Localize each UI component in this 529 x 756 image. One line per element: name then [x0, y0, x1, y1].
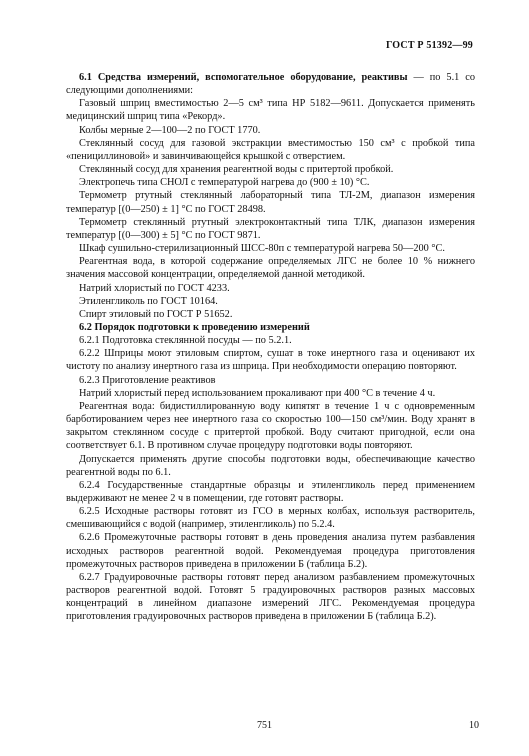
paragraph [66, 479, 475, 505]
paragraph [66, 137, 475, 163]
paragraph [66, 531, 475, 570]
paragraph [66, 255, 475, 281]
paragraph [66, 189, 475, 215]
paragraph-text: 6.2.5 Исходные растворы готовят из ГСО в мерных колбах, используя растворитель, смешивающийся с водой (например, этиленгликоль) по 5.2.4. [66, 506, 475, 531]
paragraph [66, 124, 475, 137]
paragraph-text: Натрий хлористый перед использованием прокаливают при 400 °С в течение 4 ч. [79, 387, 436, 399]
paragraph-text: 6.2.1 Подготовка стеклянной посуды — по 5.2.1. [79, 335, 292, 347]
paragraph [66, 571, 475, 624]
paragraph-text: 6.2.2 Шприцы моют этиловым спиртом, сушат в токе инертного газа и оценивают их чистоту по анализу инертного газа из шприца. При необходимости операцию повторяют. [66, 348, 475, 373]
sheet-number: 751 [257, 720, 272, 731]
paragraph-text: — по 5.1 со следующими дополнениями: [66, 72, 476, 97]
paragraph-text: 6.2.4 Государственные стандартные образцы и этиленгликоль перед применением выдерживают не менее 2 ч в помещении, где готовят растворы. [66, 479, 475, 504]
paragraph-text: Шкаф сушильно-стерилизационный ШСС-80п с температурой нагрева 50—200 °С. [79, 243, 445, 255]
document-body [66, 71, 475, 624]
paragraph-text: Электропечь типа СНОЛ с температурой нагрева до (900 ± 10) °С. [79, 177, 370, 189]
paragraph [66, 295, 475, 308]
section-title: 6.2 Порядок подготовки к проведению измерений [79, 321, 310, 333]
paragraph [66, 334, 475, 347]
standard-header: ГОСТ Р 51392—99 [385, 40, 473, 51]
paragraph [66, 347, 475, 373]
paragraph [66, 282, 475, 295]
paragraph-text: Термометр ртутный стеклянный лабораторный типа ТЛ-2М, диапазон измерения температур [(0—250) ± 1] °С по ГОСТ 28498. [66, 190, 475, 215]
paragraph [66, 321, 475, 334]
paragraph [66, 374, 475, 387]
paragraph-text: Спирт этиловый по ГОСТ Р 51652. [79, 308, 233, 320]
section-title: 6.1 Средства измерений, вспомогательное оборудование, реактивы [79, 72, 408, 83]
paragraph [66, 308, 475, 321]
paragraph-text: 6.2.3 Приготовление реактивов [79, 374, 216, 386]
page-number: 10 [469, 720, 479, 731]
paragraph-text: Допускается применять другие способы подготовки воды, обеспечивающие качество реагентной воды по 6.1. [66, 453, 475, 478]
paragraph [66, 387, 475, 400]
paragraph-text: Этиленгликоль по ГОСТ 10164. [79, 295, 218, 307]
paragraph [66, 400, 475, 453]
paragraph [66, 97, 475, 123]
paragraph-text: 6.2.7 Градуировочные растворы готовят перед анализом разбавлением промежуточных растворов реагентной водой. Готовят 5 градуировочных растворов разных массовых концентраций в линейном диапазоне измерений ЛГС. Рекомендуемая процедура приготовления градуировочных растворов приведена в приложении Б (таблица Б.2). [66, 571, 475, 623]
paragraph [66, 242, 475, 255]
paragraph-text: Стеклянный сосуд для газовой экстракции вместимостью 150 см³ с пробкой типа «пенициллиновой» и завинчивающейся крышкой с отверстием. [66, 137, 475, 162]
paragraph [66, 71, 475, 97]
paragraph [66, 176, 475, 189]
paragraph [66, 453, 475, 479]
paragraph-text: Колбы мерные 2—100—2 по ГОСТ 1770. [79, 124, 261, 136]
paragraph [66, 505, 475, 531]
paragraph-text: Термометр стеклянный ртутный электроконтактный типа ТЛК, диапазон измерения температур [(0—300) ± 5] °С по ГОСТ 9871. [66, 216, 475, 241]
paragraph [66, 163, 475, 176]
paragraph-text: Реагентная вода: бидистиллированную воду кипятят в течение 1 ч с одновременным барботированием через нее инертного газа со скоростью 100—150 см³/мин. Воду хранят в закрытом стеклянном сосуде с притертой пробкой. Воду считают пригодной, если она соответствует 6.1. В противном случае процедуру подготовки воды повторяют. [66, 400, 475, 452]
paragraph-text: Реагентная вода, в которой содержание определяемых ЛГС не более 10 % нижнего значения массовой концентрации, определяемой данной методикой. [66, 256, 475, 281]
paragraph-text: Стеклянный сосуд для хранения реагентной воды с притертой пробкой. [79, 164, 394, 176]
paragraph-text: 6.2.6 Промежуточные растворы готовят в день проведения анализа путем разбавления исходных растворов реагентной водой. Рекомендуемая процедура приготовления промежуточных растворов приведена в приложении Б (таблица Б.2). [66, 532, 475, 570]
paragraph-text: Газовый шприц вместимостью 2—5 см³ типа НР 5182—9611. Допускается применять медицинский шприц типа «Рекорд». [66, 98, 475, 123]
paragraph [66, 216, 475, 242]
paragraph-text: Натрий хлористый по ГОСТ 4233. [79, 282, 230, 294]
